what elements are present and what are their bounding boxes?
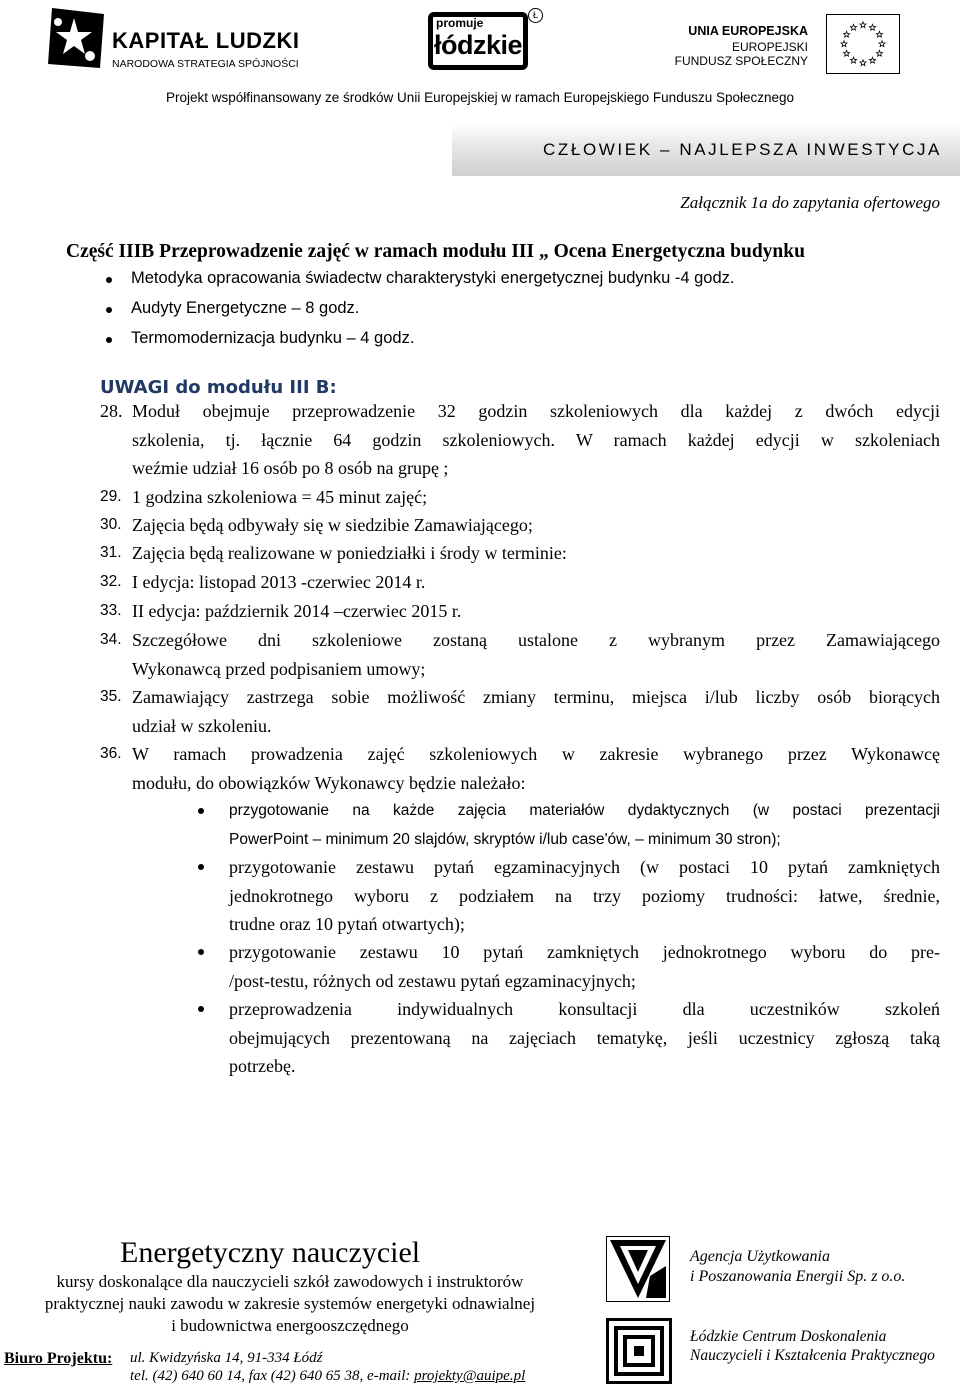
remark-line: Moduł obejmuje przeprowadzenie 32 godzin szkoleniowych dla każdej z dwóch edycji	[132, 401, 940, 421]
remark-item	[100, 683, 940, 740]
remark-number: 28.	[100, 401, 123, 421]
remark-item	[100, 397, 940, 483]
duty-line: potrzebę.	[229, 1056, 296, 1076]
remark-number: 33.	[100, 602, 122, 619]
slogan-banner	[452, 124, 960, 176]
remark-line: II edycja: październik 2014 –czerwiec 2015 r.	[132, 601, 462, 621]
project-description-line: kursy doskonalące dla nauczycieli szkół zawodowych i instruktorów	[56, 1272, 524, 1291]
remark-item	[100, 483, 940, 512]
duty-line: przeprowadzenia indywidualnych konsultacji dla uczestników szkoleń	[229, 999, 940, 1019]
eu-star-icon	[850, 57, 856, 63]
duty-line: trudne oraz 10 pytań otwartych);	[229, 914, 465, 934]
remark-line: Zajęcia będą realizowane w poniedziałki i środy w terminie:	[132, 543, 567, 563]
duty-line: jednokrotnego wyboru z podziałem na trzy poziomy trudności: łatwe, średnie,	[229, 885, 940, 906]
eu-star-icon	[844, 50, 850, 56]
remark-item	[100, 597, 940, 626]
remark-item	[100, 539, 940, 568]
eu-flag-icon	[826, 14, 900, 74]
eu-line1: UNIA EUROPEJSKA	[688, 24, 808, 38]
kapital-ludzki-title: KAPITAŁ LUDZKI	[112, 28, 300, 53]
eu-star-icon	[879, 41, 885, 47]
eu-logo	[674, 14, 900, 74]
office-contact	[130, 1368, 525, 1385]
lcdnikp-logo-icon	[606, 1318, 672, 1384]
remark-number: 34.	[100, 631, 122, 648]
kapital-ludzki-subtitle: NARODOWA STRATEGIA SPÓJNOŚCI	[112, 58, 299, 70]
kapital-ludzki-logo	[44, 6, 314, 76]
eu-star-icon	[869, 57, 875, 63]
eu-star-icon	[860, 22, 866, 28]
duty-line: przygotowanie zestawu 10 pytań zamkniętych jednokrotnego wyboru do pre-	[229, 942, 940, 962]
remark-number: 32.	[100, 573, 122, 590]
remark-number: 31.	[100, 544, 122, 561]
duty-line: przygotowanie zestawu pytań egzaminacyjnych (w postaci 10 pytań zamkniętych	[229, 857, 940, 877]
remark-line: udział w szkoleniu.	[132, 715, 272, 736]
hours-bullet: Audyty Energetyczne – 8 godz.	[131, 299, 360, 317]
eu-star-icon	[844, 31, 850, 37]
duty-item	[229, 995, 940, 1081]
eu-star-icon	[869, 24, 875, 30]
centre-name-line: Nauczycieli i Kształcenia Praktycznego	[690, 1347, 935, 1364]
eu-line3: FUNDUSZ SPOŁECZNY	[674, 54, 808, 68]
email-link[interactable]: projekty@auipe.pl	[414, 1368, 526, 1384]
promuje-label: promuje	[436, 16, 484, 30]
duty-item	[229, 938, 940, 995]
registered-mark-icon: Ł	[528, 8, 543, 23]
project-title: Energetyczny nauczyciel	[120, 1236, 421, 1269]
eu-star-icon	[876, 50, 882, 56]
eu-star-icon	[876, 31, 882, 37]
remark-line: Szczegółowe dni szkoleniowe zostaną ustalone z wybranym przez Zamawiającego	[132, 630, 940, 650]
remarks-title: UWAGI do modułu III B:	[100, 377, 337, 398]
remark-line: 1 godzina szkoleniowa = 45 minut zajęć;	[132, 487, 428, 507]
remark-line: szkolenia, tj. łącznie 64 godzin szkoleniowych. W ramach każdej edycji w szkoleniach	[132, 429, 940, 450]
eu-star-icon	[850, 24, 856, 30]
remark-number: 36.	[100, 745, 122, 762]
remark-number: 30.	[100, 516, 122, 533]
duty-item	[229, 853, 940, 939]
remark-line: weźmie udział 16 osób po 8 osób na grupę ;	[132, 458, 449, 478]
duty-line: PowerPoint – minimum 20 slajdów, skryptów i/lub case'ów, – minimum 30 stron);	[229, 830, 781, 848]
remark-item	[100, 511, 940, 540]
duty-line: obejmujących prezentowaną na zajęciach tematykę, jeśli uczestnicy zgłoszą taką	[229, 1027, 940, 1048]
remark-item	[100, 568, 940, 597]
remark-line: I edycja: listopad 2013 -czerwiec 2014 r.	[132, 572, 426, 592]
remark-line: modułu, do obowiązków Wykonawcy będzie należało:	[132, 772, 526, 793]
remark-line: W ramach prowadzenia zajęć szkoleniowych w zakresie wybranego przez Wykonawcę	[132, 744, 940, 764]
cofinancing-note: Projekt współfinansowany ze środków Unii Europejskiej w ramach Europejskiego Funduszu Społecznego	[165, 90, 795, 105]
phone-fax: tel. (42) 640 60 14, fax (42) 640 65 38, e-mail:	[130, 1368, 415, 1384]
project-description-line: i budownictwa energooszczędnego	[171, 1316, 409, 1335]
office-address: ul. Kwidzyńska 14, 91-334 Łódź	[130, 1350, 323, 1366]
remark-line: Wykonawcą przed podpisaniem umowy;	[132, 658, 426, 679]
kapital-ludzki-star-icon	[44, 6, 106, 72]
auipe-logo-icon	[606, 1236, 670, 1302]
duty-line: /post-testu, różnych od zestawu pytań egzaminacyjnych;	[229, 970, 636, 991]
remark-line: Zamawiający zastrzega sobie możliwość zmiany terminu, miejsca i/lub liczby osób biorących	[132, 687, 940, 707]
agency-name-line: Agencja Użytkowania	[690, 1248, 830, 1265]
slogan-text: CZŁOWIEK – NAJLEPSZA INWESTYCJA	[543, 140, 942, 159]
centre-name-line: Łódzkie Centrum Doskonalenia	[690, 1328, 887, 1345]
remark-item	[100, 626, 940, 683]
agency-name-line: i Poszanowania Energii Sp. z o.o.	[690, 1268, 906, 1285]
office-label: Biuro Projektu:	[4, 1350, 113, 1367]
hours-bullet: Metodyka opracowania świadectw charakterystyki energetycznej budynku -4 godz.	[131, 269, 735, 287]
duty-line: przygotowanie na każde zajęcia materiałów dydaktycznych (w postaci prezentacji	[229, 802, 940, 819]
remark-number: 29.	[100, 488, 122, 505]
remark-line: Zajęcia będą odbywały się w siedzibie Zamawiającego;	[132, 515, 533, 535]
remark-number: 35.	[100, 688, 122, 705]
hours-bullet: Termomodernizacja budynku – 4 godz.	[131, 329, 415, 347]
duty-item	[229, 797, 940, 854]
remark-item	[100, 740, 940, 797]
eu-star-icon	[860, 60, 866, 66]
promuje-lodzkie-logo	[428, 8, 542, 72]
eu-star-icon	[841, 41, 847, 47]
lodzkie-label: łódzkie	[434, 30, 523, 60]
eu-line2: EUROPEJSKI	[731, 40, 808, 54]
project-description-line: praktycznej nauki zawodu w zakresie systemów energetyki odnawialnej	[44, 1294, 536, 1313]
attachment-note: Załącznik 1a do zapytania ofertowego	[680, 193, 940, 212]
section-title: Część IIIB Przeprowadzenie zajęć w ramach modułu III „ Ocena Energetyczna budynku	[66, 241, 805, 262]
